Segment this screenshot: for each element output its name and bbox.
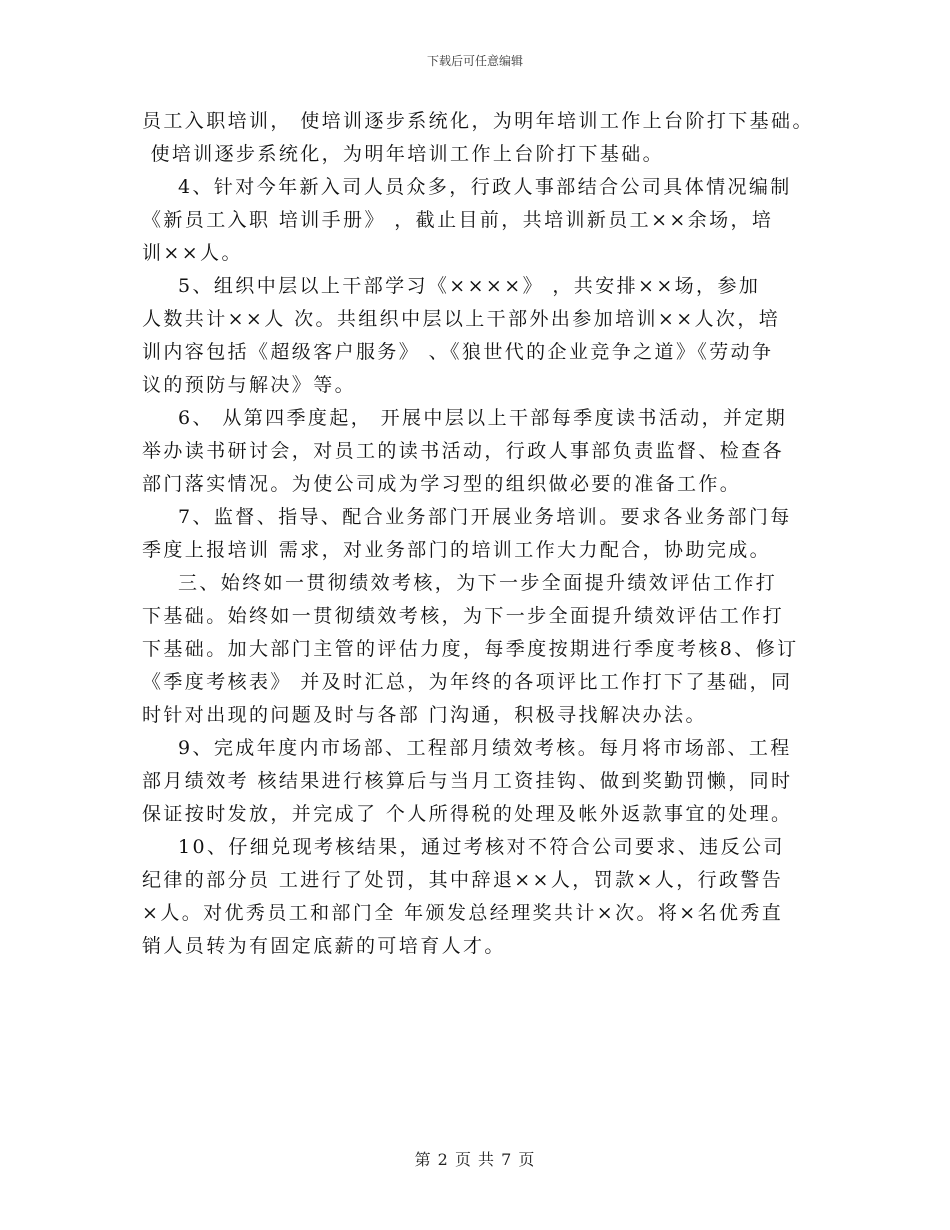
paragraph — [142, 831, 812, 963]
document-body — [142, 105, 812, 963]
text-line: 4、针对今年新入司人员众多，行政人事部结合公司具体情况编制 — [178, 176, 792, 198]
text-line: 议的预防与解决》等。 — [142, 374, 357, 396]
paragraph — [142, 402, 812, 501]
page-number: 第 2 页 共 7 页 — [414, 1150, 536, 1169]
text-line: 7、监督、指导、配合业务部门开展业务培训。要求各业务部门每 — [178, 506, 792, 528]
paragraph — [142, 501, 812, 567]
text-line: 9、完成年度内市场部、工程部月绩效考核。每月将市场部、工程 — [178, 737, 792, 759]
text-line: 纪律的部分员 工进行了处罚，其中辞退××人，罚款×人，行政警告 — [142, 869, 784, 891]
text-line: 销人员转为有固定底薪的可培育人才。 — [142, 935, 506, 957]
text-line: 下基础。加大部门主管的评估力度，每季度按期进行季度考核8、修订 — [142, 638, 799, 660]
text-line: 时针对出现的问题及时与各部 门沟通，积极寻找解决办法。 — [142, 704, 707, 726]
text-line: ×人。对优秀员工和部门全 年颁发总经理奖共计×次。将×名优秀直 — [142, 902, 784, 924]
text-line: 三、始终如一贯彻绩效考核，为下一步全面提升绩效评估工作打 — [178, 572, 778, 594]
paragraph — [142, 567, 812, 732]
text-line: 下基础。始终如一贯彻绩效考核，为下一步全面提升绩效评估工作打 — [142, 605, 785, 627]
paragraph — [142, 171, 812, 270]
text-line: 保证按时发放，并完成了 个人所得税的处理及帐外返款事宜的处理。 — [142, 803, 793, 825]
text-line: 《新员工入职 培训手册》 ，截止目前，共培训新员工××余场，培 — [142, 209, 774, 231]
text-line: 《季度考核表》 并及时汇总，为年终的各项评比工作打下了基础，同 — [142, 671, 793, 693]
text-line: 使培训逐步系统化，为明年培训工作上台阶打下基础。 — [142, 143, 665, 165]
text-line: 6、 从第四季度起， 开展中层以上干部每季度读书活动，并定期 — [178, 407, 788, 429]
text-line: 5、组织中层以上干部学习《××××》 ，共安排××场，参加 — [178, 275, 761, 297]
text-line: 员工入职培训， 使培训逐步系统化，为明年培训工作上台阶打下基础。 — [142, 110, 814, 132]
page-header: 下载后可任意编辑 — [426, 54, 523, 68]
paragraph — [142, 270, 812, 402]
text-line: 训内容包括《超级客户服务》 、《狼世代的企业竞争之道》《劳动争 — [142, 341, 774, 363]
text-line: 10、仔细兑现考核结果，通过考核对不符合公司要求、违反公司 — [178, 836, 785, 858]
text-line: 人数共计××人 次。共组织中层以上干部外出参加培训××人次，培 — [142, 308, 781, 330]
text-line: 部月绩效考 核结果进行核算后与当月工资挂钩、做到奖勤罚懒，同时 — [142, 770, 793, 792]
text-line: 训××人。 — [142, 242, 243, 264]
text-line: 举办读书研讨会，对员工的读书活动，行政人事部负责监督、检查各 — [142, 440, 785, 462]
text-line: 季度上报培训 需求，对业务部门的培训工作大力配合，协助完成。 — [142, 539, 772, 561]
text-line: 部门落实情况。为使公司成为学习型的组织做必要的准备工作。 — [142, 473, 742, 495]
paragraph — [142, 732, 812, 831]
paragraph — [142, 105, 812, 171]
